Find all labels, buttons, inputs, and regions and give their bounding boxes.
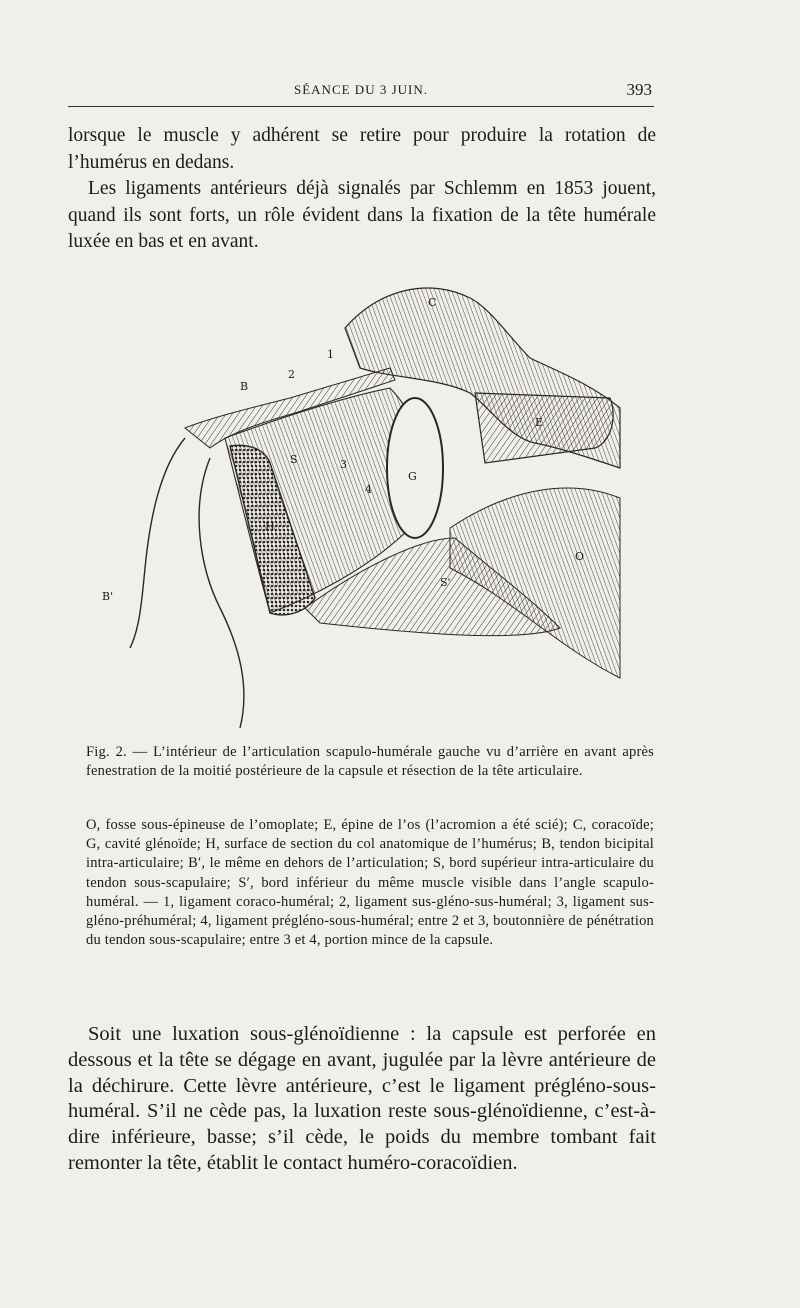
header-rule [68, 106, 654, 107]
label-4: 4 [365, 483, 372, 496]
label-B: B [240, 380, 249, 393]
figure-legend: O, fosse sous-épineuse de l’omoplate; E, épine de l’os (l’acromion a été scié); C, coracoïde; G, cavité glénoïde; H, surface de section du col anatomique de l’humérus; B, tendon bicipital intra-articulaire; B′, le même en dehors de l’articulation; S, bord supérieur intra-articulaire du tendon sous-scapulaire; S′, bord inférieur du même muscle visible dans l’angle scapulo-huméral. — 1, ligament coraco-huméral; 2, ligament sus-gléno-sus-huméral; 3, ligament sus-gléno-préhuméral; 4, ligament prégléno-sous-huméral; entre 2 et 3, boutonnière de pénétration du tendon sous-scapulaire; entre 3 et 4, portion mince de la capsule. [86, 817, 654, 949]
figure-caption: Fig. 2. — L’intérieur de l’articulation scapulo-humérale gauche vu d’arrière en avant après fenestration de la moitié postérieure de la capsule et résection de la tête articulaire. [86, 744, 654, 780]
paragraph-3: Soit une luxation sous-glénoïdienne : la capsule est perforée en dessous et la tête se dégage en avant, jugulée par la lèvre antérieure de la déchirure. Cette lèvre antérieure, c’est le ligament prégléno-sous-huméral. S’il ne cède pas, la luxation reste sous-glénoïdienne, c’est-à-dire inférieure, basse; s’il cède, le poids du membre tombant fait remonter la tête, établit le contact huméro-coracoïdien. [68, 1023, 656, 1174]
label-S: S [290, 453, 298, 466]
label-E: E [535, 416, 544, 429]
label-3: 3 [340, 458, 347, 471]
opening-text [68, 123, 656, 256]
page-number: 393 [626, 80, 652, 99]
closing-text [68, 1022, 656, 1177]
label-H: H [265, 520, 275, 533]
paragraph-1: lorsque le muscle y adhérent se retire pour produire la rotation de l’humérus en dedans. [68, 125, 656, 173]
label-O: O [575, 550, 585, 563]
label-G: G [408, 470, 417, 483]
label-S-prime: S' [440, 576, 451, 589]
arm-outline [130, 438, 244, 728]
running-header [70, 80, 652, 102]
anatomical-figure [90, 268, 650, 730]
label-2: 2 [288, 368, 295, 381]
paragraph-2: Les ligaments antérieurs déjà signalés par Schlemm en 1853 jouent, quand ils sont forts, un rôle évident dans la fixation de la tête humérale luxée en bas et en avant. [68, 178, 656, 252]
label-B-prime: B' [102, 590, 114, 603]
label-C: C [428, 296, 437, 309]
glenoid-cavity [387, 398, 443, 538]
running-title: SÉANCE DU 3 JUIN. [294, 82, 428, 97]
label-1: 1 [327, 348, 334, 361]
